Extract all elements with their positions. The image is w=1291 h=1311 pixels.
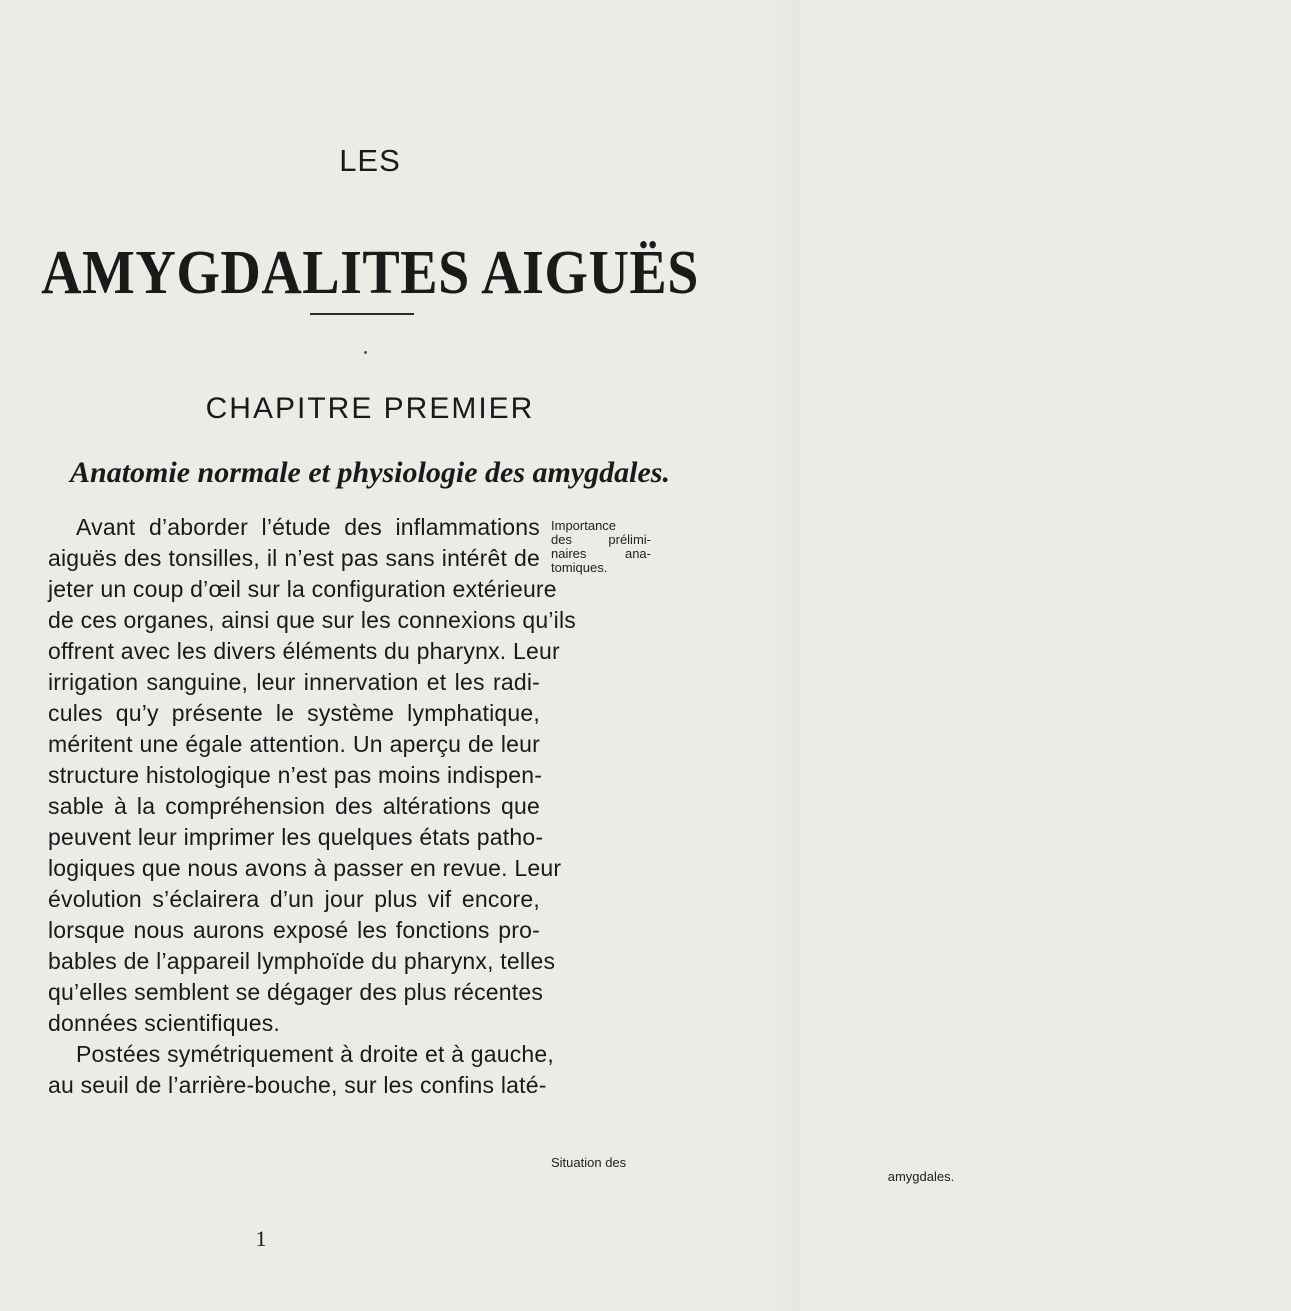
ornament-dot (364, 351, 367, 354)
text-line: bables de l’appareil lymphoïde du pharynx, telles (48, 948, 556, 974)
text-line: au seuil de l’arrière-bouche, sur les confins laté- (48, 1072, 547, 1098)
body-text (48, 512, 577, 1101)
text-line: aiguës des tonsilles, il n’est pas sans intérêt de (48, 545, 540, 571)
text-line: cules qu’y présente le système lymphatique, (48, 700, 540, 726)
margin-note-line: Situation des (551, 1155, 627, 1170)
text-line: données scientifiques. (48, 1010, 280, 1036)
text-line: irrigation sanguine, leur innervation et les radi- (48, 669, 540, 695)
text-line: jeter un coup d’œil sur la configuration extérieure (48, 576, 557, 602)
text-line: peuvent leur imprimer les quelques états patho- (48, 824, 544, 850)
page-number: 1 (255, 1226, 267, 1251)
text-line: logiques que nous avons à passer en revue. Leur (48, 855, 562, 881)
margin-note-line: Importance (551, 518, 617, 533)
margin-note-line: tomiques. (551, 560, 608, 575)
text-line: sable à la compréhension des altérations que (48, 793, 540, 819)
title-rule (310, 313, 414, 315)
chapter-heading: CHAPITRE PREMIER (205, 392, 535, 425)
margin-note-situation (551, 1155, 955, 1184)
margin-note-importance (551, 519, 651, 575)
text-line: lorsque nous aurons exposé les fonctions pro- (48, 917, 540, 943)
pre-title: LES (339, 143, 401, 178)
scan-edge (772, 0, 800, 1311)
chapter-subtitle: Anatomie normale et physiologie des amygdales. (70, 456, 670, 489)
main-title: AMYGDALITES AIGUËS (41, 238, 699, 308)
margin-note-line: des prélimi- (551, 532, 651, 547)
text-line: évolution s’éclairera d’un jour plus vif encore, (48, 886, 540, 912)
text-line: structure histologique n’est pas moins indispen- (48, 762, 543, 788)
margin-note-line: naires ana- (551, 546, 651, 561)
text-line: Postées symétriquement à droite et à gauche, (76, 1041, 555, 1067)
text-line: méritent une égale attention. Un aperçu de leur (48, 731, 540, 757)
text-line: Avant d’aborder l’étude des inflammations (76, 514, 540, 540)
text-line: offrent avec les divers éléments du pharynx. Leur (48, 638, 560, 664)
text-line: de ces organes, ainsi que sur les connexions qu’ils (48, 607, 577, 633)
margin-note-line: amygdales. (887, 1169, 955, 1184)
text-line: qu’elles semblent se dégager des plus récentes (48, 979, 544, 1005)
